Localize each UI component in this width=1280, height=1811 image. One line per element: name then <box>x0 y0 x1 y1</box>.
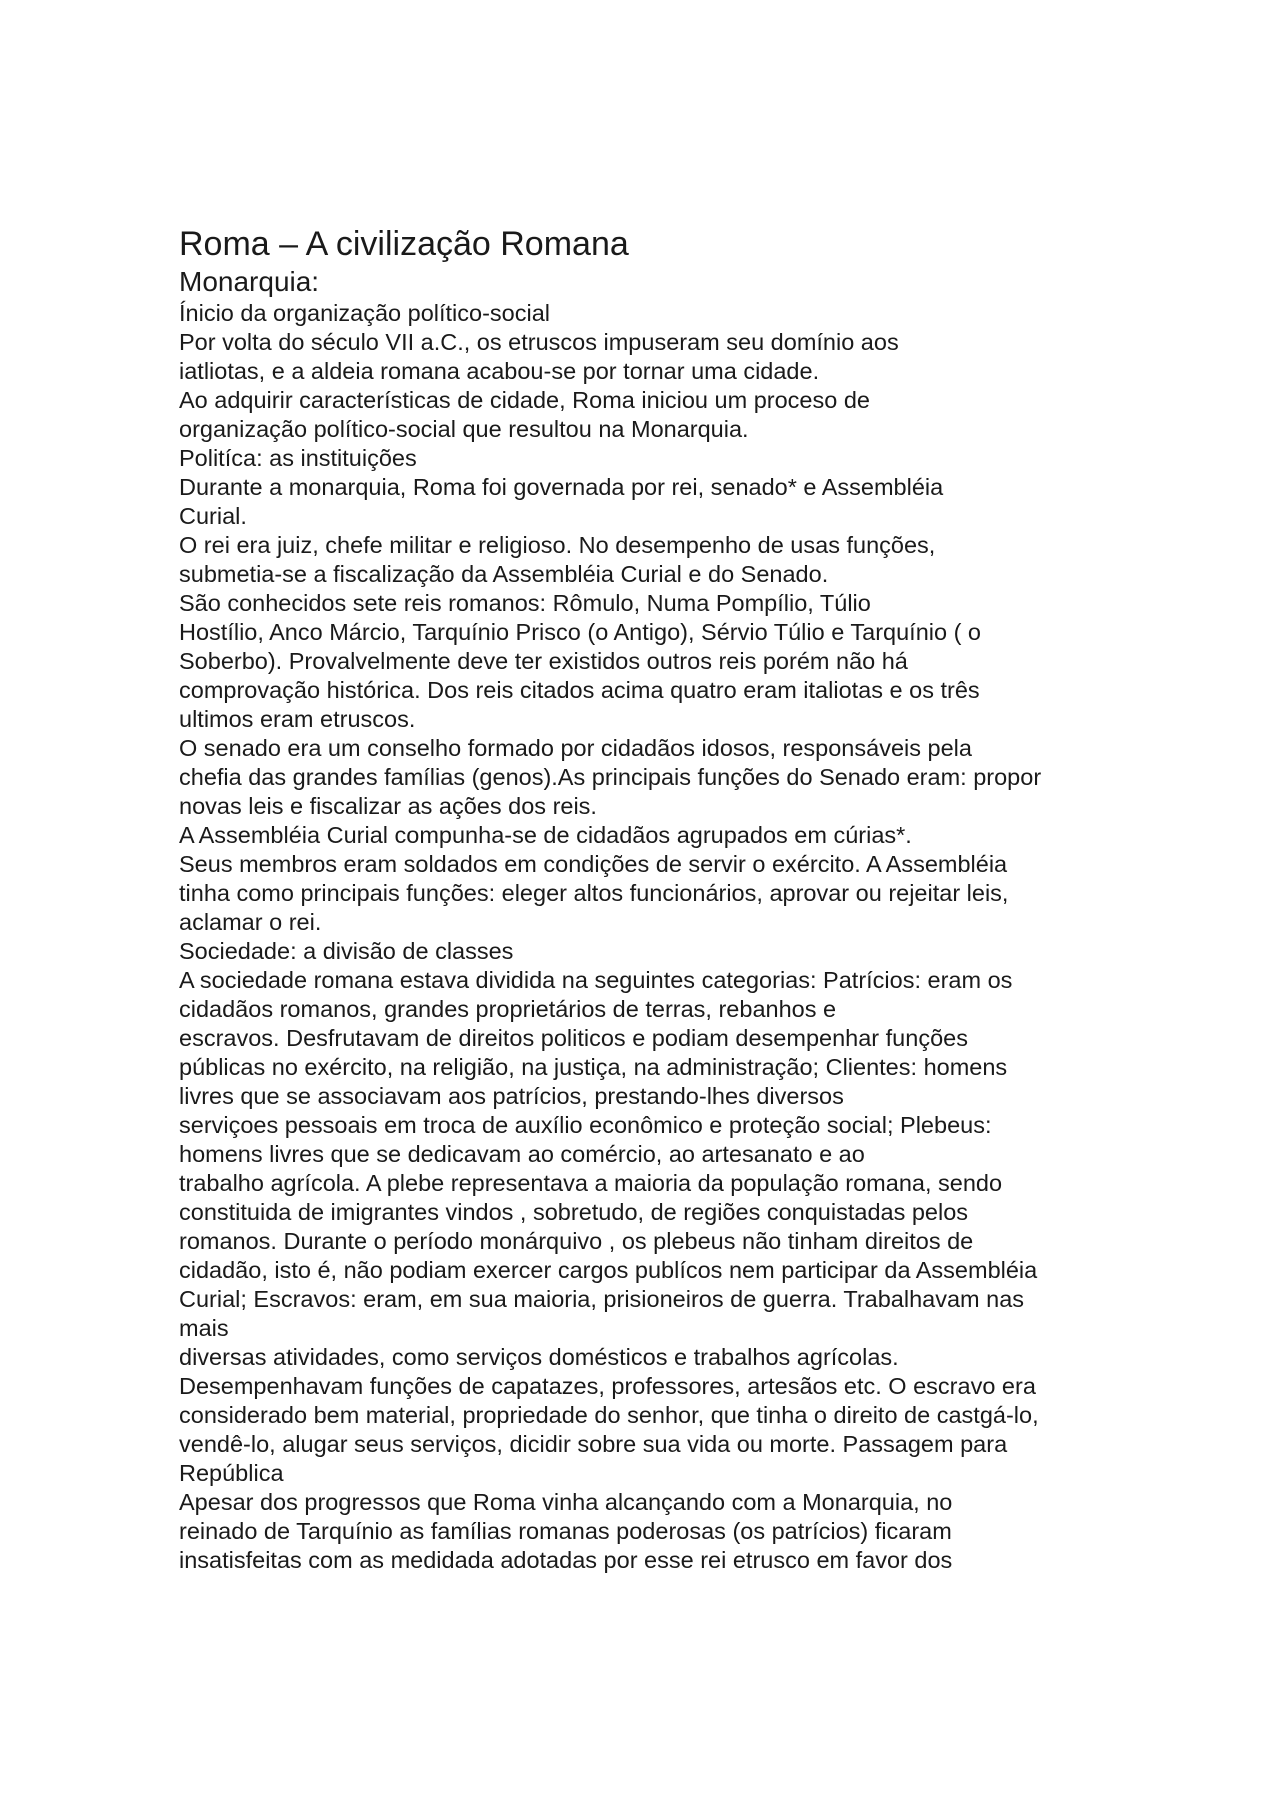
text-line: cidadãos romanos, grandes proprietários de terras, rebanhos e <box>179 996 837 1022</box>
text-line: A Assembléia Curial compunha-se de cidadãos agrupados em cúrias*. <box>179 822 912 848</box>
text-line: Seus membros eram soldados em condições de servir o exército. A Assembléia <box>179 851 1008 877</box>
text-line: Por volta do século VII a.C., os etruscos impuseram seu domínio aos <box>179 329 899 355</box>
text-line: A sociedade romana estava dividida na seguintes categorias: Patrícios: eram os <box>179 967 1013 993</box>
text-line: insatisfeitas com as medidada adotadas por esse rei etrusco em favor dos <box>179 1547 953 1573</box>
text-line: mais <box>179 1315 229 1341</box>
text-line: comprovação histórica. Dos reis citados acima quatro eram italiotas e os três <box>179 677 980 703</box>
text-line: Politíca: as instituições <box>179 445 417 471</box>
text-line: Hostílio, Anco Márcio, Tarquínio Prisco (o Antigo), Sérvio Túlio e Tarquínio ( o <box>179 619 982 645</box>
text-line: Durante a monarquia, Roma foi governada por rei, senado* e Assembléia <box>179 474 944 500</box>
text-line: reinado de Tarquínio as famílias romanas poderosas (os patrícios) ficaram <box>179 1518 952 1544</box>
document-title: Roma – A civilização Romana <box>179 225 629 263</box>
text-line: considerado bem material, propriedade do senhor, que tinha o direito de castgá-lo, <box>179 1402 1039 1428</box>
text-line: cidadão, isto é, não podiam exercer cargos publícos nem participar da Assembléia <box>179 1257 1038 1283</box>
text-line: Curial. <box>179 503 247 529</box>
text-line: serviçoes pessoais em troca de auxílio econômico e proteção social; Plebeus: <box>179 1112 992 1138</box>
text-line: Sociedade: a divisão de classes <box>179 938 514 964</box>
text-line: públicas no exército, na religião, na justiça, na administração; Clientes: homens <box>179 1054 1008 1080</box>
text-line: Desempenhavam funções de capatazes, professores, artesãos etc. O escravo era <box>179 1373 1036 1399</box>
text-line: O senado era um conselho formado por cidadãos idosos, responsáveis pela <box>179 735 972 761</box>
text-line: novas leis e fiscalizar as ações dos reis. <box>179 793 597 819</box>
text-line: Apesar dos progressos que Roma vinha alcançando com a Monarquia, no <box>179 1489 953 1515</box>
text-line: O rei era juiz, chefe militar e religioso. No desempenho de usas funções, <box>179 532 936 558</box>
text-line: escravos. Desfrutavam de direitos politicos e podiam desempenhar funções <box>179 1025 968 1051</box>
text-line: ultimos eram etruscos. <box>179 706 416 732</box>
document-body <box>179 299 1219 1575</box>
text-line: Ínicio da organização político-social <box>179 300 550 326</box>
text-line: romanos. Durante o período monárquivo , os plebeus não tinham direitos de <box>179 1228 974 1254</box>
text-line: homens livres que se dedicavam ao comércio, ao artesanato e ao <box>179 1141 865 1167</box>
text-line: aclamar o rei. <box>179 909 322 935</box>
text-line: diversas atividades, como serviços domésticos e trabalhos agrícolas. <box>179 1344 899 1370</box>
section-heading-monarquia: Monarquia: <box>179 266 320 297</box>
text-line: Curial; Escravos: eram, em sua maioria, prisioneiros de guerra. Trabalhavam nas <box>179 1286 1025 1312</box>
text-line: chefia das grandes famílias (genos).As principais funções do Senado eram: propor <box>179 764 1042 790</box>
text-line: São conhecidos sete reis romanos: Rômulo, Numa Pompílio, Túlio <box>179 590 871 616</box>
text-line: Soberbo). Provalvelmente deve ter existidos outros reis porém não há <box>179 648 908 674</box>
text-line: constituida de imigrantes vindos , sobretudo, de regiões conquistadas pelos <box>179 1199 969 1225</box>
text-line: organização político-social que resultou na Monarquia. <box>179 416 749 442</box>
text-line: submetia-se a fiscalização da Assembléia Curial e do Senado. <box>179 561 829 587</box>
text-line: Ao adquirir características de cidade, Roma iniciou um proceso de <box>179 387 870 413</box>
text-line: tinha como principais funções: eleger altos funcionários, aprovar ou rejeitar leis, <box>179 880 1009 906</box>
text-line: vendê-lo, alugar seus serviços, dicidir sobre sua vida ou morte. Passagem para <box>179 1431 1008 1457</box>
text-line: livres que se associavam aos patrícios, prestando-lhes diversos <box>179 1083 844 1109</box>
document-page <box>179 223 1219 1575</box>
text-line: iatliotas, e a aldeia romana acabou-se por tornar uma cidade. <box>179 358 820 384</box>
text-line: República <box>179 1460 284 1486</box>
text-line: trabalho agrícola. A plebe representava a maioria da população romana, sendo <box>179 1170 1003 1196</box>
